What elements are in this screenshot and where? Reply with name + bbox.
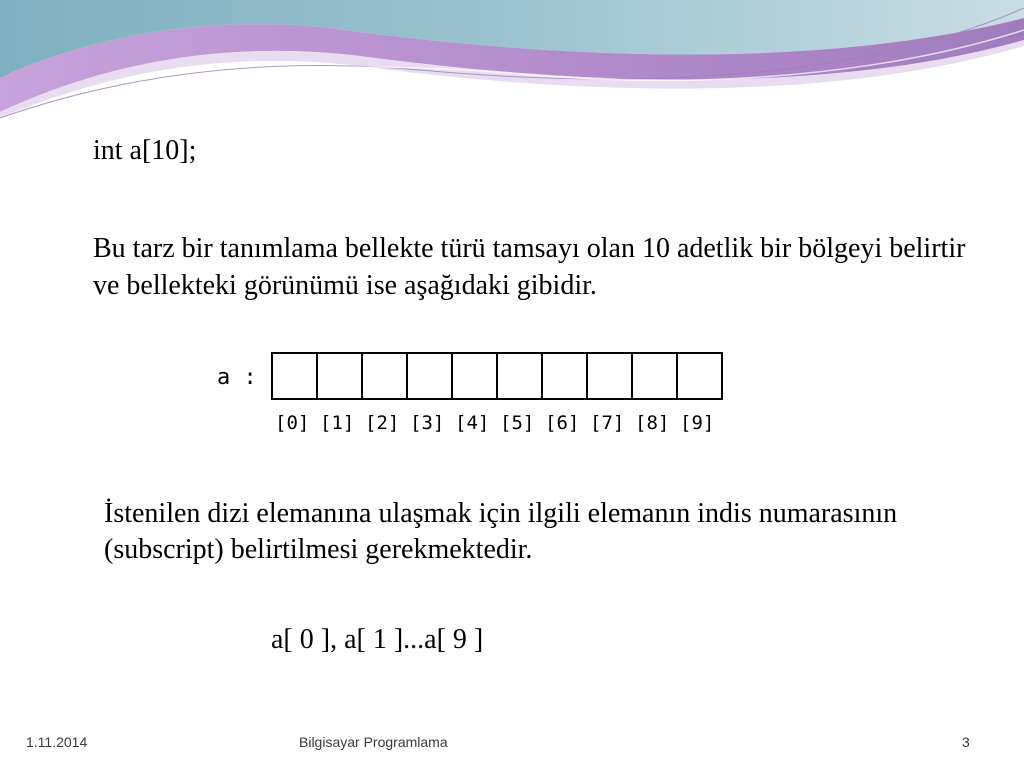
array-cell (543, 354, 588, 398)
array-indices (275, 412, 725, 434)
array-memory-diagram (215, 350, 725, 440)
array-cell (498, 354, 543, 398)
array-index-label: [1] (320, 412, 355, 434)
array-cell (273, 354, 318, 398)
array-index-label: [2] (365, 412, 400, 434)
footer-page-number: 3 (962, 734, 970, 750)
footer-title: Bilgisayar Programlama (299, 734, 448, 750)
array-cell (318, 354, 363, 398)
array-access-example: a[ 0 ], a[ 1 ]...a[ 9 ] (271, 624, 484, 655)
code-declaration: int a[10]; (93, 135, 197, 166)
array-index-label: [5] (500, 412, 535, 434)
paragraph-description: Bu tarz bir tanımlama bellekte türü tamsayı olan 10 adetlik bir bölgeyi belirtir ve bellekteki görünümü ise aşağıdaki gibidir. (93, 233, 966, 301)
array-cell (633, 354, 678, 398)
footer-date: 1.11.2014 (26, 734, 88, 750)
array-index-label: [9] (680, 412, 715, 434)
array-cell (453, 354, 498, 398)
array-index-label: [7] (590, 412, 625, 434)
array-name-label: a : (217, 365, 257, 390)
array-index-label: [4] (455, 412, 490, 434)
array-cell (588, 354, 633, 398)
array-cell (678, 354, 721, 398)
array-cells (271, 352, 723, 400)
array-index-label: [3] (410, 412, 445, 434)
array-index-label: [0] (275, 412, 310, 434)
array-cell (408, 354, 453, 398)
array-index-label: [6] (545, 412, 580, 434)
array-index-label: [8] (635, 412, 670, 434)
array-cell (363, 354, 408, 398)
paragraph-subscript: İstenilen dizi elemanına ulaşmak için ilgili elemanın indis numarasının (subscript) belirtilmesi gerekmektedir. (104, 498, 898, 565)
header-decoration (0, 0, 1024, 130)
